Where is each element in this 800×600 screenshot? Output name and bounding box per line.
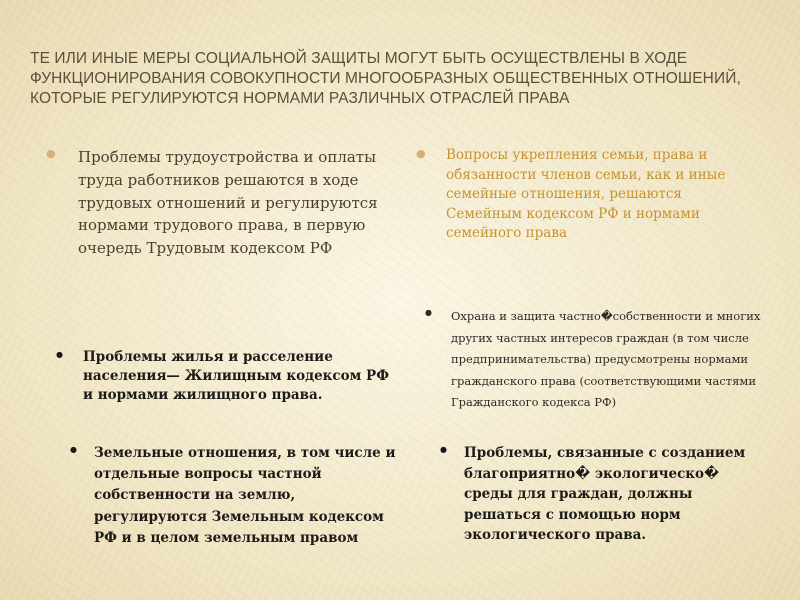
bullet-property <box>425 306 770 414</box>
bullet-housing <box>56 348 396 405</box>
bullet-labor-text: Проблемы трудоустройства и оплаты труда работников решаются в ходе трудовых отношений и регулируются нормами трудового права, в первую очередь Трудовым кодексом РФ <box>78 148 378 258</box>
bullet-dot-icon: ● <box>416 147 426 160</box>
bullet-labor-row <box>46 146 386 260</box>
bullet-dot-icon: ● <box>440 445 447 454</box>
bullet-family-row <box>416 146 746 244</box>
bullet-housing-row <box>56 348 396 405</box>
bullet-housing-text: Проблемы жилья и расселение населения— Жилищным кодексом РФ и нормами жилищного права. <box>83 349 390 403</box>
bullet-property-text: Охрана и защита частно�собственности и многих других частных интересов граждан (в том числе предпринимательства) предусмотрены нормами гражданского права (соответствующими частями Гражданского кодекса РФ) <box>451 309 761 409</box>
bullet-family-text: Вопросы укрепления семьи, права и обязанности членов семьи, как и иные семейные отношения, решаются Семейным кодексом РФ и нормами семейного права <box>446 147 726 242</box>
bullet-ecology-text: Проблемы, связанные с созданием благоприятно� экологическо� среды для граждан, должны решаться с помощью норм экологического права. <box>464 445 746 544</box>
bullet-dot-icon: ● <box>70 445 77 454</box>
bullet-land-row <box>70 443 400 549</box>
bullet-ecology-row <box>440 443 770 546</box>
bullet-ecology <box>440 443 770 546</box>
bullet-land <box>70 443 400 549</box>
bullet-dot-icon: ● <box>425 308 432 317</box>
bullet-dot-icon: ● <box>56 350 63 359</box>
bullet-property-row <box>425 306 770 414</box>
bullet-family <box>416 146 746 244</box>
bullet-labor <box>46 146 386 260</box>
slide-title: ТЕ ИЛИ ИНЫЕ МЕРЫ СОЦИАЛЬНОЙ ЗАЩИТЫ МОГУТ БЫТЬ ОСУЩЕСТВЛЕНЫ В ХОДЕ ФУНКЦИОНИРОВАНИЯ СОВОКУПНОСТИ МНОГООБРАЗНЫХ ОБЩЕСТВЕННЫХ ОТНОШЕНИЙ, КОТОРЫЕ РЕГУЛИРУЮТСЯ НОРМАМИ РАЗЛИЧНЫХ ОТРАСЛЕЙ ПРАВА <box>30 50 741 107</box>
bullet-dot-icon: ● <box>46 147 56 160</box>
bullet-land-text: Земельные отношения, в том числе и отдельные вопросы частной собственности на землю, регулируются Земельным кодексом РФ и в целом земельным правом <box>94 445 396 546</box>
